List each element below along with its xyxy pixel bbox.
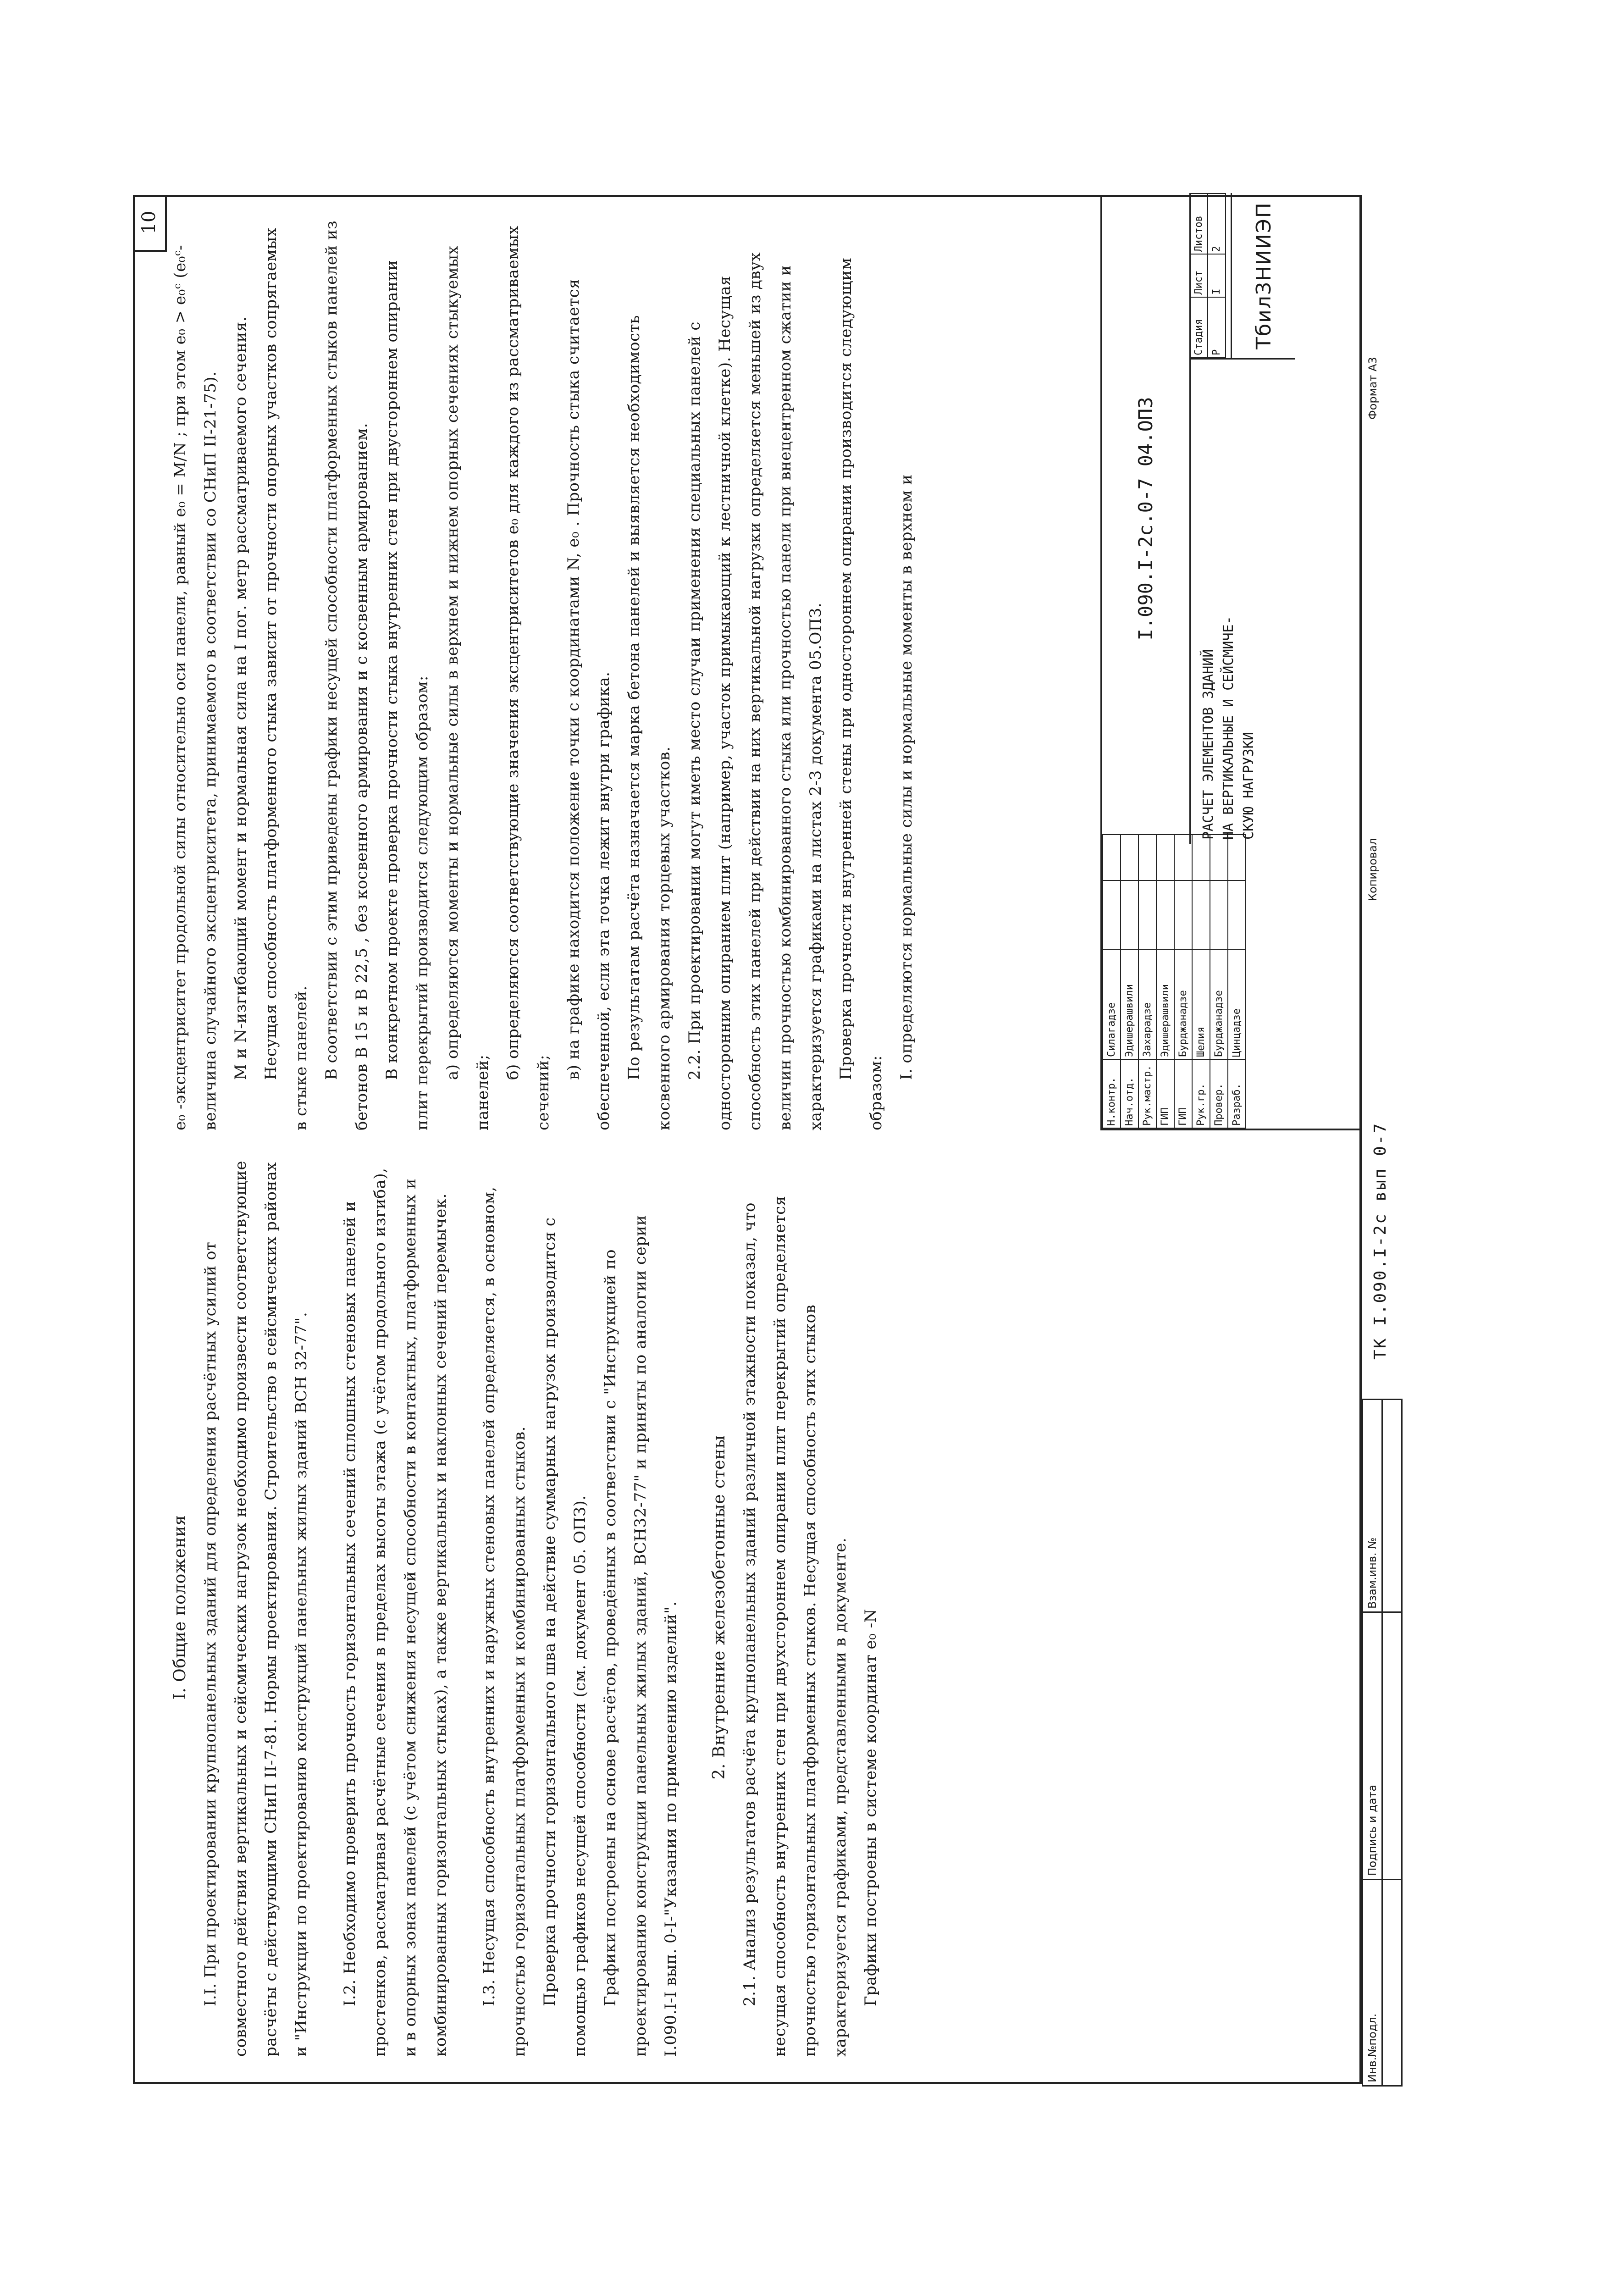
paragraph-r5b: б) определяются соответствующие значения эксцентриситетов e₀ для каждого из рассматриваемых сечений; (504, 225, 552, 1130)
paragraph-r6: По результатам расчёта назначается марка бетона панелей и выявляется необходимость косвенного армирования торцевых участков. (625, 315, 674, 1130)
signature-cell: Рук.мастр. (1138, 1059, 1156, 1128)
paragraph-r8a: I. определяются нормальные силы и нормальные моменты в верхнем и (897, 474, 916, 1080)
paragraph-2-1: 2.1. Анализ результатов расчёта крупнопанельных зданий различной этажности показал, что несущая способность внутренних стен при двухстороннем опирании плит перекрытий определяется прочностью горизонтальных платформенных стыков. Несущая способность этих стыков характеризуется графиками, представленными в документе. (740, 1196, 850, 2057)
copied-label: Копировал (1366, 838, 1379, 901)
paragraph-1-2: I.2. Необходимо проверить прочность горизонтальных сечений сплошных стеновых панелей и простенков, рассматривая расчётные сечения в пределах высоты этажа (с учётом продольного изгиба), и в опорных зонах панелей (с учётом снижения несущей способности в контактных, платформенных и комбинированных горизонтальных стыках), а также вертикальных и наклонных сечений перемычек. (341, 1168, 450, 2057)
right-text-column (165, 218, 922, 1130)
title-block (1100, 195, 1362, 1130)
paragraph-r5a: а) определяются моменты и нормальные силы в верхнем и нижнем опорных сечениях стыкуемых панелей; (443, 245, 492, 1130)
stage-value: Р (1208, 297, 1226, 358)
document-sheet (133, 195, 1390, 2084)
paragraph-r7: 2.2. При проектировании могут иметь место случаи применения специальных панелей с односторонним опиранием плит (например, участок примыкающий к лестничной клетке). Несущая способность этих панелей при действии на них вертикальной нагрузки определяется меньшей из двух величин прочностью комбинированного стыка или прочностью панели при внецентренном сжатии и характеризуется графиками на листах 2-3 документа 05.ОПЗ. (685, 252, 825, 1130)
signature-cell (1138, 880, 1156, 949)
title-line-3: СКУЮ НАГРУЗКИ (1241, 732, 1257, 840)
stage-header: Стадия (1190, 297, 1208, 358)
signature-row (1174, 835, 1192, 1128)
organization-name: ТбилЗНИИЭП (1231, 193, 1296, 358)
left-text-column (165, 1158, 886, 2057)
signature-cell (1121, 880, 1138, 949)
paragraph-2-1b: Графики построены в системе координат e₀ -N (862, 1609, 880, 2006)
signature-cell (1228, 880, 1246, 949)
section-heading-1: I. Общие положения (171, 1515, 189, 1700)
stamp-sign-label: Подпись и дата (1363, 1612, 1382, 1879)
signature-cell: Провер. (1210, 1059, 1228, 1128)
signature-cell (1210, 880, 1228, 949)
paragraph-1-1: I.I. При проектировании крупнопанельных зданий для определения расчётных усилий от совместного действия вертикальных и сейсмических нагрузок необходимо произвести соответствующие расчёты с действующими СНиП II-7-81. Нормы проектирования. Строительство в сейсмических районах и "Инструкции по проектированию конструкций панельных жилых зданий ВСН 32-77". (201, 1160, 310, 2057)
paragraph-r5c: в) на графике находится положение точки с координатами N, e₀ . Прочность стыка считается обеспеченной, если эта точка лежит внутри графика. (564, 278, 613, 1130)
paragraph-r3: Несущая способность платформенного стыка зависит от прочности опорных участков сопрягаемых в стыке панелей. (262, 227, 310, 1130)
sheets-header: Листов (1190, 194, 1208, 254)
signature-cell: Бурджанадзе (1210, 949, 1228, 1059)
paragraph-r5: В конкретном проекте проверка прочности стыка внутренних стен при двустороннем опирании плит перекрытий производится следующим образом: (383, 260, 431, 1130)
margin-series-text: ТК I.090.I-2с вып 0-7 (1371, 1122, 1390, 1360)
signature-row (1138, 835, 1156, 1128)
signature-cell: Бурджанадзе (1174, 949, 1192, 1059)
stamp-column (1362, 1399, 1431, 2087)
stamp-inv-label: Инв.№подл. (1363, 1879, 1382, 2086)
signature-row (1228, 835, 1246, 1128)
page-number: 10 (133, 195, 167, 252)
sheet-value: I (1208, 254, 1226, 297)
title-line-2: НА ВЕРТИКАЛЬНЫЕ И СЕЙСМИЧЕ- (1221, 616, 1237, 840)
signature-cell: Цинцадзе (1228, 949, 1246, 1059)
signature-row (1121, 835, 1138, 1128)
section-heading-2: 2. Внутренние железобетонные стены (710, 1435, 729, 1780)
signature-cell: ГИП (1174, 1059, 1192, 1128)
signature-cell: Разраб. (1228, 1059, 1246, 1128)
stamp-replace-label: Взам.инв. № (1363, 1400, 1382, 1612)
signature-cell: Силагадзе (1103, 949, 1121, 1059)
signature-cell: ГИП (1156, 1059, 1174, 1128)
signature-cell: Эдишерашвили (1121, 949, 1138, 1059)
signature-cell: Эдишерашвили (1156, 949, 1174, 1059)
paragraph-r1: e₀ -эксцентриситет продольной силы относительно оси панели, равный e₀ = M/N ; при этом e₀ > e₀ᶜ (e₀ᶜ-величина случайного эксцентриситета, принимаемого в соответствии со СНиП II-21-75). (171, 244, 220, 1130)
paragraph-1-3: I.3. Несущая способность внутренних и наружных стеновых панелей определяется, в основном, прочностью горизонтальных платформенных и комбинированных стыков. (480, 1186, 529, 2057)
signature-row (1210, 835, 1228, 1128)
signature-table (1102, 834, 1246, 1129)
paragraph-r8: Проверка прочности внутренней стены при одностороннем опирании производится следующим образом: (837, 257, 885, 1130)
title-line-1: РАСЧЕТ ЭЛЕМЕНТОВ ЗДАНИЙ (1200, 649, 1216, 840)
signature-cell (1192, 880, 1210, 949)
signature-row (1192, 835, 1210, 1128)
paragraph-r2: M и N-изгибающий момент и нормальная сила на I пог. метр рассматриваемого сечения. (232, 316, 250, 1080)
signature-cell (1103, 880, 1121, 949)
signature-row (1156, 835, 1174, 1128)
signature-cell: Рук.гр. (1192, 1059, 1210, 1128)
signature-cell (1156, 880, 1174, 949)
sheets-value: 2 (1208, 194, 1226, 254)
paragraph-r4: В соответствии с этим приведены графики несущей способности платформенных стыков панелей из бетонов В 15 и В 22,5 , без косвенного армирования и с косвенным армированием. (322, 220, 371, 1130)
sheet-header: Лист (1190, 254, 1208, 297)
signature-cell: Шелия (1192, 949, 1210, 1059)
signature-cell: Захарадзе (1138, 949, 1156, 1059)
signature-row (1103, 835, 1121, 1128)
document-code: I.090.I-2с.0-7 04.ОПЗ (1102, 193, 1191, 844)
document-title (1189, 358, 1295, 844)
signature-cell: Н.контр. (1103, 1059, 1121, 1128)
format-label: Формат А3 (1366, 357, 1379, 420)
stage-sheet-table (1189, 193, 1231, 358)
signature-cell: Нач.отд. (1121, 1059, 1138, 1128)
paragraph-1-3b: Проверка прочности горизонтального шва на действие суммарных нагрузок производится с помощью графиков несущей способности (см. документ 05. ОПЗ). (541, 1217, 589, 2057)
paragraph-1-3c: Графики построены на основе расчётов, проведённых в соответствии с "Инструкцией по проектированию конструкции панельных жилых зданий, ВСН32-77" и приняты по аналогии серии I.090.I-I вып. 0-I-"Указания по применению изделий". (601, 1215, 680, 2057)
signature-cell (1174, 880, 1192, 949)
